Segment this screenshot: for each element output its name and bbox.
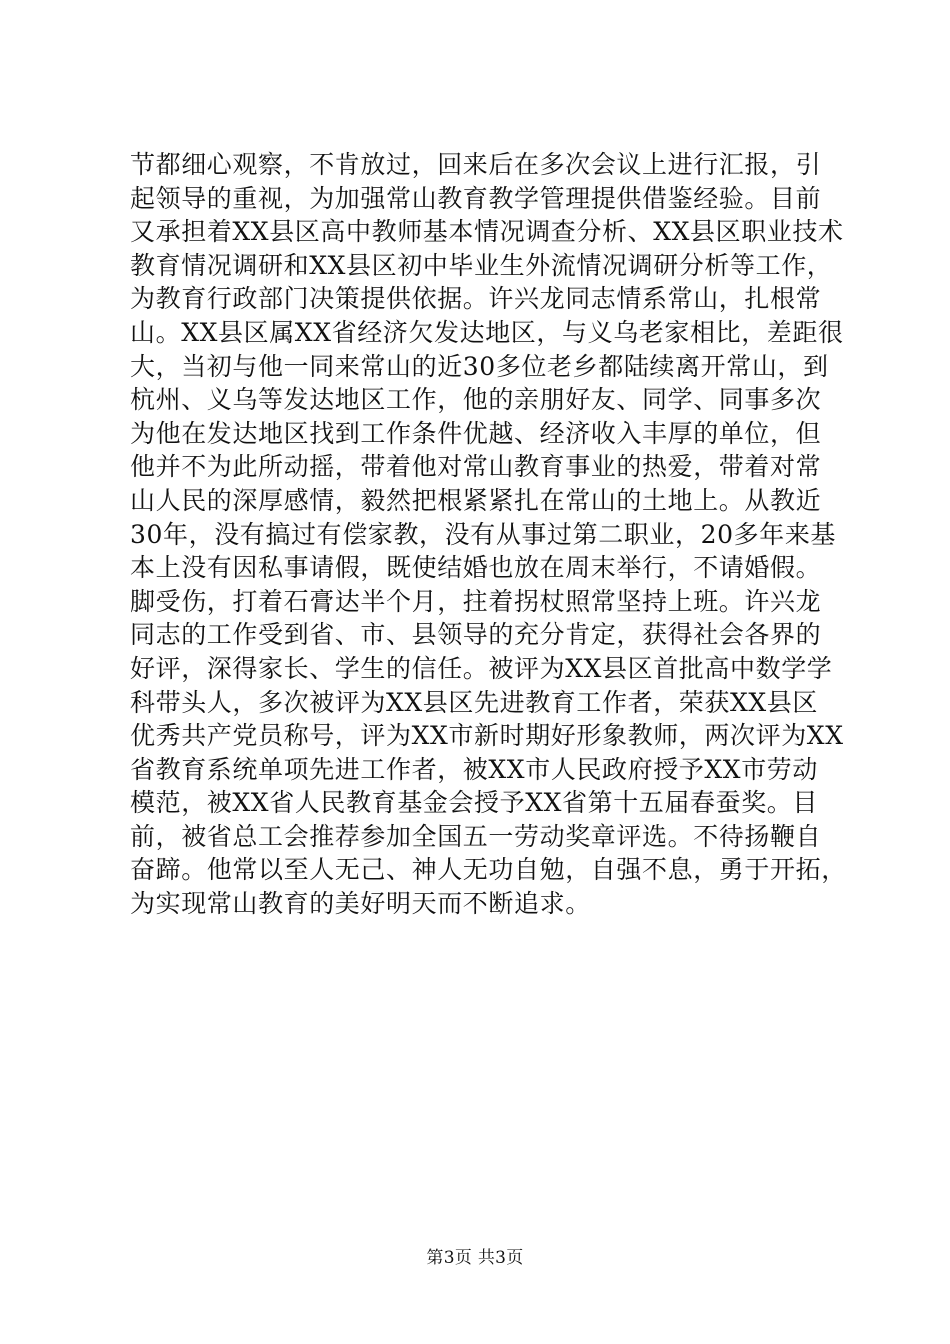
text-line: 为教育行政部门决策提供依据。许兴龙同志情系常山，扎根常 <box>130 284 822 314</box>
text-line: 前，被省总工会推荐参加全国五一劳动奖章评选。不待扬鞭自 <box>130 821 822 851</box>
text-line: 山人民的深厚感情，毅然把根紧紧扎在常山的土地上。从教近 <box>130 485 822 515</box>
text-line: 优秀共产党员称号，评为XX市新时期好形象教师，两次评为XX <box>130 721 844 751</box>
text-line: 大，当初与他一同来常山的近30多位老乡都陆续离开常山，到 <box>130 351 829 381</box>
text-line: 杭州、义乌等发达地区工作，他的亲朋好友、同学、同事多次 <box>130 385 822 415</box>
body-text <box>130 148 850 921</box>
text-line: 山。XX县区属XX省经济欠发达地区，与义乌老家相比，差距很 <box>130 317 844 347</box>
text-line: 脚受伤，打着石膏达半个月，拄着拐杖照常坚持上班。许兴龙 <box>130 586 822 616</box>
text-line: 同志的工作受到省、市、县领导的充分肯定，获得社会各界的 <box>130 620 822 650</box>
text-line: 他并不为此所动摇，带着他对常山教育事业的热爱，带着对常 <box>130 452 822 482</box>
text-line: 模范，被XX省人民教育基金会授予XX省第十五届春蚕奖。目 <box>130 788 818 818</box>
text-line: 奋蹄。他常以至人无己、神人无功自勉，自强不息，勇于开拓， <box>130 855 847 885</box>
page-footer: 第3页 共3页 <box>426 1248 524 1268</box>
text-line: 科带头人，多次被评为XX县区先进教育工作者，荣获XX县区 <box>130 687 818 717</box>
text-line: 为实现常山教育的美好明天而不断追求。 <box>130 889 591 919</box>
text-line: 本上没有因私事请假，既使结婚也放在周末举行，不请婚假。 <box>130 553 822 583</box>
text-line: 教育情况调研和XX县区初中毕业生外流情况调研分析等工作， <box>130 250 833 280</box>
text-line: 好评，深得家长、学生的信任。被评为XX县区首批高中数学学 <box>130 653 833 683</box>
text-line: 省教育系统单项先进工作者，被XX市人民政府授予XX市劳动 <box>130 754 818 784</box>
text-line: 30年，没有搞过有偿家教，没有从事过第二职业，20多年来基 <box>130 519 837 549</box>
text-line: 起领导的重视，为加强常山教育教学管理提供借鉴经验。目前 <box>130 183 822 213</box>
text-line: 为他在发达地区找到工作条件优越、经济收入丰厚的单位，但 <box>130 418 822 448</box>
text-line: 又承担着XX县区高中教师基本情况调查分析、XX县区职业技术 <box>130 217 844 247</box>
text-line: 节都细心观察，不肯放过，回来后在多次会议上进行汇报，引 <box>130 150 822 179</box>
